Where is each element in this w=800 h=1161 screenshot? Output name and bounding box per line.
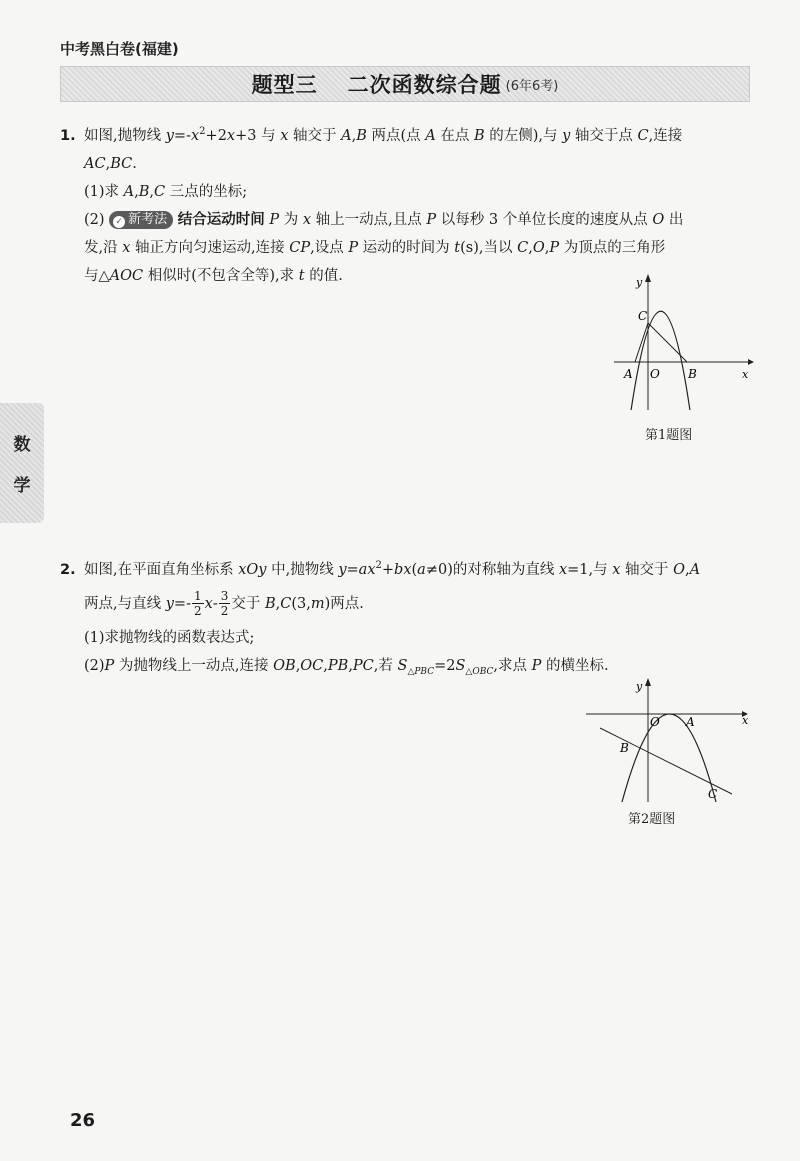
fig1-segment-ac xyxy=(635,323,648,362)
problem-1-number: 1. xyxy=(60,127,76,144)
check-icon: ✓ xyxy=(113,216,125,228)
section-title-left: 题型三 xyxy=(251,73,318,97)
figure-2-caption: 第2题图 xyxy=(628,812,676,827)
section-title-right: 二次函数综合题 xyxy=(347,73,502,97)
new-method-badge xyxy=(109,211,173,229)
side-tab-char-2: 学 xyxy=(13,476,31,496)
fig1-label-b: B xyxy=(688,367,697,381)
subject-side-tab xyxy=(0,403,44,523)
problem-2-line-2: 两点,与直线 y=- $\frac{1}{2}$ x- $\frac{3}{2}$ 交于 B,C(3,m)两点. xyxy=(84,589,364,619)
problem-1-part-2-num: (2) xyxy=(84,211,105,228)
problem-1-line-6: 与△AOC 相似时(不包含全等),求 t 的值. xyxy=(84,267,343,284)
fig1-label-x: x xyxy=(742,368,749,381)
badge-text: 新考法 xyxy=(128,211,168,227)
problem-2-line-1: 2. 如图,在平面直角坐标系 xOy 中,抛物线 $y=ax^2+bx(a\ne 0)$的对称轴为直线 x=1,与 x 轴交于 O,A xyxy=(60,552,760,584)
section-title-banner xyxy=(60,66,750,102)
fig1-label-y: y xyxy=(636,276,643,289)
fig1-y-arrow xyxy=(645,274,651,282)
fig2-label-a: A xyxy=(686,715,695,729)
fig1-x-arrow xyxy=(748,359,754,365)
fig2-label-b: B xyxy=(620,741,629,755)
fig1-segment-bc xyxy=(648,323,687,362)
fig2-label-o: O xyxy=(650,715,660,729)
problem-1-line-5: 发,沿 x 轴正方向匀速运动,连接 CP,设点 P 运动的时间为 t(s),当以 C,O,P 为顶点的三角形 xyxy=(84,239,666,256)
page-number: 26 xyxy=(70,1110,96,1131)
fig2-label-x: x xyxy=(742,714,749,727)
figure-2 xyxy=(582,676,757,806)
problem-1-line-1: 1. 如图,抛物线 $y=-x^2+2x+3$ 与 x 轴交于 A,B 两点(点 A 在点 B 的左侧),与 y 轴交于点 C,连接 xyxy=(60,118,760,150)
fig1-parabola xyxy=(631,311,690,410)
fig2-label-c: C xyxy=(708,787,718,801)
fig2-parabola xyxy=(622,714,716,802)
fig1-label-o: O xyxy=(650,367,660,381)
problem-2-part-1: (1)求抛物线的函数表达式; xyxy=(84,629,255,646)
badge-label: 结合运动时间 xyxy=(177,211,265,228)
figure-1 xyxy=(610,270,760,415)
series-header: 中考黑白卷(福建) xyxy=(60,40,179,58)
section-title-frequency: (6年6考) xyxy=(505,78,559,94)
problem-2-part-2: (2)P 为抛物线上一动点,连接 OB,OC,PB,PC,若 $S_{\triangle PBC}=2S_{\triangle OBC}$,求点 P 的横坐标. xyxy=(84,657,609,677)
problem-1-line-2: AC,BC. xyxy=(84,155,137,172)
fig1-label-a: A xyxy=(624,367,633,381)
fig2-line-bc xyxy=(600,728,732,794)
problem-1-part-2: (2) ✓ 新考法 结合运动时间 P 为 x 轴上一动点,且点 P 以每秒 3 个单位长度的速度从点 O 出 xyxy=(84,211,684,228)
fig1-label-c: C xyxy=(638,309,648,323)
fig2-y-arrow xyxy=(645,678,651,686)
figure-1-caption: 第1题图 xyxy=(645,428,693,443)
fig2-label-y: y xyxy=(636,680,643,693)
problem-1 xyxy=(60,118,760,290)
problem-1-part-1: (1)求 A,B,C 三点的坐标; xyxy=(84,183,248,200)
problem-2-number: 2. xyxy=(60,561,76,578)
side-tab-char-1: 数 xyxy=(13,435,31,455)
problem-2 xyxy=(60,552,760,686)
